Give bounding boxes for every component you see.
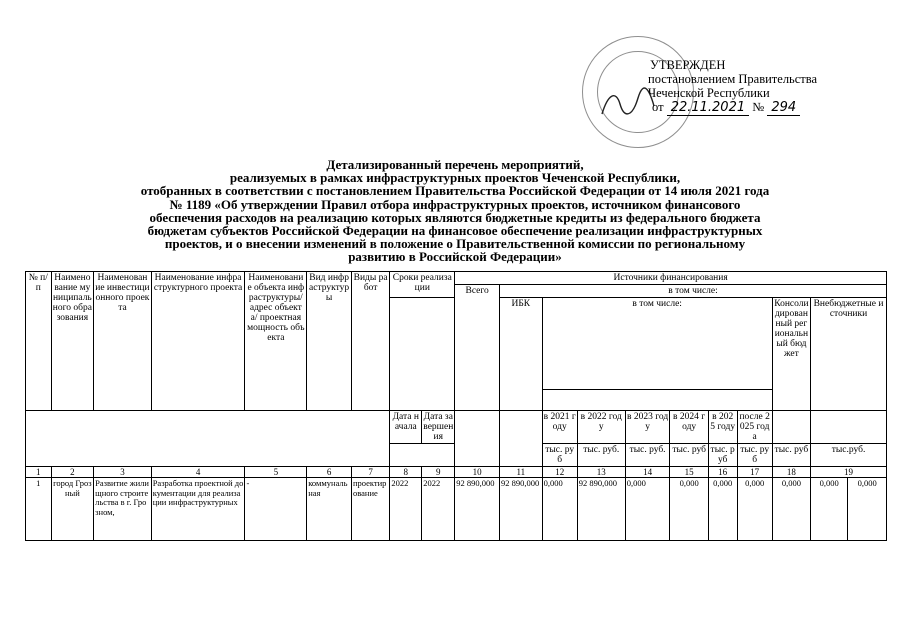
cell-no: 1 <box>26 478 52 541</box>
cell-municipality: город Грозный <box>51 478 94 541</box>
header-object: Наименование объекта инфраструктуры/ адрес объекта/ проектная мощность объекта <box>245 272 307 411</box>
unit-2023: тыс. руб. <box>625 444 670 467</box>
header-terms: Сроки реализации <box>390 272 455 298</box>
cell-2021: 0,000 <box>542 478 577 541</box>
header-offbudget: Внебюджетные источники <box>811 298 887 411</box>
header-infra-project: Наименование инфраструктурного проекта <box>151 272 245 411</box>
unit-2021: тыс. руб <box>542 444 577 467</box>
cell-object: - <box>245 478 307 541</box>
unit-after-2025: тыс. руб <box>737 444 772 467</box>
col-number: 19 <box>811 467 887 478</box>
col-number: 12 <box>542 467 577 478</box>
header-2021: в 2021 году <box>542 411 577 444</box>
cell-infra-type: коммунальная <box>307 478 352 541</box>
document-title <box>20 158 890 264</box>
header-works: Виды работ <box>351 272 389 411</box>
col-number: 2 <box>51 467 94 478</box>
measures-table <box>25 271 887 541</box>
col-number: 5 <box>245 467 307 478</box>
approval-number: 294 <box>767 101 800 116</box>
header-investment-project: Наименование инвестиционного проекта <box>94 272 152 411</box>
title-line: отобранных в соответствии с постановлением Правительства Российской Федерации от 14 июля 2021 года <box>140 183 770 199</box>
approval-line-republic: Чеченской Республики <box>648 86 770 100</box>
title-line: развитию в Российской Федерации» <box>348 249 562 265</box>
title-line: проектов, и о внесении изменений в положение о Правительственной комиссии по региональному <box>164 236 746 252</box>
cell-ibk: 92 890,000 <box>500 478 543 541</box>
header-including-2: в том числе: <box>542 298 772 390</box>
cell-offbudget-b: 0,000 <box>848 478 887 541</box>
header-no: № п/п <box>26 272 52 411</box>
header-2024: в 2024 году <box>670 411 708 444</box>
table-row <box>26 478 887 541</box>
col-number: 14 <box>625 467 670 478</box>
col-number: 3 <box>94 467 152 478</box>
header-ibk: ИБК <box>500 298 543 411</box>
header-consolidated: Консолидированный региональный бюджет <box>772 298 810 411</box>
header-after-2025: после 2025 года <box>737 411 772 444</box>
cell-infra-project: Разработка проектной документации для реализации инфраструктурных <box>151 478 245 541</box>
title-line: обеспечения расходов на реализацию которых являются бюджетные кредиты из федерального бюджета <box>149 209 761 225</box>
header-infra-type: Вид инфраструктуры <box>307 272 352 411</box>
col-number: 16 <box>708 467 737 478</box>
header-2022: в 2022 году <box>577 411 625 444</box>
unit-2022: тыс. руб. <box>577 444 625 467</box>
header-2025: в 2025 году <box>708 411 737 444</box>
cell-investment-project: Развитие жилищного строительства в г. Грозном, <box>94 478 152 541</box>
col-number: 17 <box>737 467 772 478</box>
unit-consolidated: тыс. руб <box>772 444 810 467</box>
header-municipality: Наименование муниципального образования <box>51 272 94 411</box>
unit-2025: тыс. руб <box>708 444 737 467</box>
approval-line-resolution: постановлением Правительства <box>648 72 818 86</box>
col-number: 15 <box>670 467 708 478</box>
header-funding: Источники финансирования <box>455 272 887 285</box>
header-2023: в 2023 году <box>625 411 670 444</box>
cell-2024: 0,000 <box>670 478 708 541</box>
unit-offbudget: тыс.руб. <box>811 444 887 467</box>
header-total: Всего <box>455 285 500 411</box>
cell-2023: 0,000 <box>625 478 670 541</box>
header-start: Дата начала <box>390 411 422 444</box>
col-number: 7 <box>351 467 389 478</box>
approval-number-prefix: № <box>752 100 765 114</box>
col-number: 1 <box>26 467 52 478</box>
col-number: 6 <box>307 467 352 478</box>
title-line: Детализированный перечень мероприятий, <box>326 157 584 172</box>
cell-works: проектирование <box>351 478 389 541</box>
title-line: № 1189 «Об утверждении Правил отбора инфраструктурных проектов, источником финансового <box>169 196 741 212</box>
cell-start: 2022 <box>390 478 422 541</box>
header-end: Дата завершения <box>423 412 454 442</box>
col-number: 11 <box>500 467 543 478</box>
col-number: 13 <box>577 467 625 478</box>
approval-date-prefix: от <box>652 100 664 114</box>
title-line: бюджетам субъектов Российской Федерации на финансовое обеспечение реализации инфраструктурных <box>147 223 763 239</box>
col-number: 18 <box>772 467 810 478</box>
approval-date-line <box>620 100 890 116</box>
approval-block <box>620 58 890 116</box>
cell-after-2025: 0,000 <box>737 478 772 541</box>
header-including: в том числе: <box>500 285 887 298</box>
cell-offbudget-a: 0,000 <box>811 478 848 541</box>
cell-total: 92 890,000 <box>455 478 500 541</box>
col-number: 8 <box>390 467 422 478</box>
approval-heading: УТВЕРЖДЕН <box>650 58 726 72</box>
col-number: 10 <box>455 467 500 478</box>
unit-2024: тыс. руб <box>670 444 708 467</box>
title-line: реализуемых в рамках инфраструктурных проектов Чеченской Республики, <box>229 170 681 186</box>
cell-consolidated: 0,000 <box>772 478 810 541</box>
cell-2022: 92 890,000 <box>577 478 625 541</box>
cell-end: 2022 <box>422 478 455 541</box>
col-number: 9 <box>422 467 455 478</box>
approval-date: 22.11.2021 <box>667 101 749 116</box>
cell-2025: 0,000 <box>708 478 737 541</box>
col-number: 4 <box>151 467 245 478</box>
